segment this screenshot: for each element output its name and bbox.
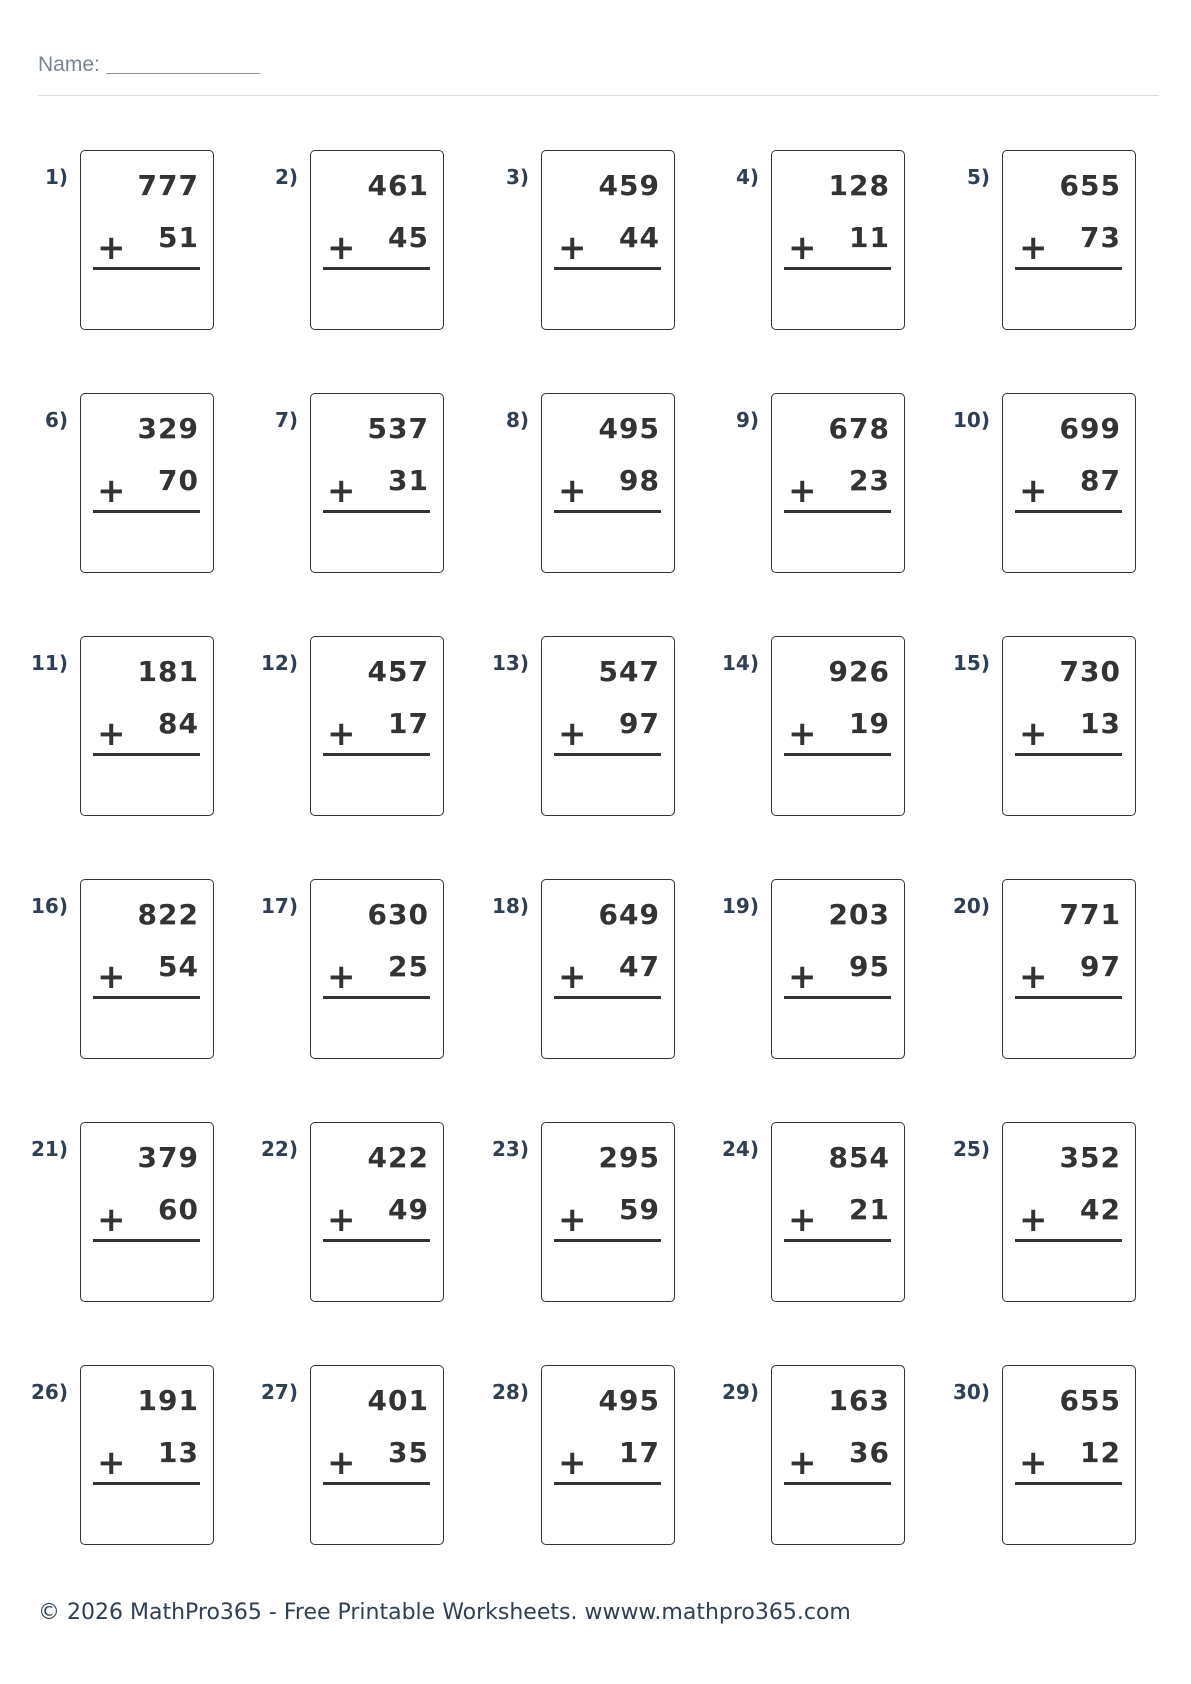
addend-bottom: 35 (388, 1436, 429, 1469)
problem-card[interactable] (310, 1365, 444, 1545)
addend-top: 329 (137, 412, 199, 445)
problem-number: 24) (722, 1137, 759, 1161)
addend-bottom: 13 (158, 1436, 199, 1469)
problem-card[interactable] (541, 393, 675, 573)
problem-item (230, 1365, 430, 1555)
addend-bottom: 87 (1080, 464, 1121, 497)
plus-sign: + (788, 1200, 817, 1240)
problem-number: 15) (953, 651, 990, 675)
problem-item (461, 1122, 661, 1312)
addend-top: 495 (598, 1384, 660, 1417)
addend-top: 163 (828, 1384, 890, 1417)
problem-card[interactable] (80, 150, 214, 330)
addend-bottom: 95 (849, 950, 890, 983)
addend-bottom: 73 (1080, 221, 1121, 254)
problem-card[interactable] (1002, 636, 1136, 816)
problem-number: 11) (31, 651, 68, 675)
answer-line (1015, 267, 1122, 270)
problem-item (461, 150, 661, 340)
addend-bottom: 17 (619, 1436, 660, 1469)
addend-bottom: 12 (1080, 1436, 1121, 1469)
answer-line (323, 753, 430, 756)
plus-sign: + (327, 714, 356, 754)
problem-card[interactable] (80, 1365, 214, 1545)
answer-line (554, 510, 661, 513)
problem-number: 30) (953, 1380, 990, 1404)
plus-sign: + (1019, 957, 1048, 997)
answer-line (554, 1482, 661, 1485)
problem-item (922, 1365, 1122, 1555)
problem-card[interactable] (310, 393, 444, 573)
plus-sign: + (97, 1443, 126, 1483)
addend-bottom: 70 (158, 464, 199, 497)
problem-card[interactable] (541, 1365, 675, 1545)
addend-bottom: 49 (388, 1193, 429, 1226)
problem-card[interactable] (80, 1122, 214, 1302)
answer-line (1015, 996, 1122, 999)
problem-item (691, 1122, 891, 1312)
problem-item (0, 636, 200, 826)
problem-card[interactable] (1002, 1122, 1136, 1302)
problem-item (461, 393, 661, 583)
problem-card[interactable] (771, 636, 905, 816)
answer-line (323, 996, 430, 999)
addend-bottom: 98 (619, 464, 660, 497)
answer-line (1015, 1482, 1122, 1485)
problem-number: 5) (966, 165, 990, 189)
answer-line (1015, 753, 1122, 756)
answer-line (93, 1239, 200, 1242)
addend-bottom: 13 (1080, 707, 1121, 740)
plus-sign: + (788, 957, 817, 997)
problem-item (691, 879, 891, 1069)
addend-top: 649 (598, 898, 660, 931)
problem-card[interactable] (771, 393, 905, 573)
problem-number: 7) (274, 408, 298, 432)
problem-item (461, 1365, 661, 1555)
problem-card[interactable] (771, 150, 905, 330)
answer-line (1015, 510, 1122, 513)
problem-item (691, 393, 891, 583)
addend-top: 191 (137, 1384, 199, 1417)
header-divider (38, 95, 1159, 96)
problem-number: 17) (261, 894, 298, 918)
answer-line (1015, 1239, 1122, 1242)
addend-bottom: 84 (158, 707, 199, 740)
plus-sign: + (97, 1200, 126, 1240)
problem-number: 22) (261, 1137, 298, 1161)
addend-bottom: 59 (619, 1193, 660, 1226)
addend-bottom: 45 (388, 221, 429, 254)
problem-card[interactable] (80, 879, 214, 1059)
addend-top: 777 (137, 169, 199, 202)
problem-item (691, 150, 891, 340)
answer-line (323, 1239, 430, 1242)
problem-card[interactable] (1002, 879, 1136, 1059)
problem-item (0, 879, 200, 1069)
problem-card[interactable] (771, 1122, 905, 1302)
problem-item (0, 1365, 200, 1555)
plus-sign: + (558, 228, 587, 268)
answer-line (784, 267, 891, 270)
problem-number: 23) (492, 1137, 529, 1161)
problem-number: 12) (261, 651, 298, 675)
addend-top: 181 (137, 655, 199, 688)
addend-bottom: 54 (158, 950, 199, 983)
plus-sign: + (788, 1443, 817, 1483)
addend-top: 379 (137, 1141, 199, 1174)
problem-card[interactable] (1002, 1365, 1136, 1545)
problem-card[interactable] (310, 879, 444, 1059)
problem-card[interactable] (541, 879, 675, 1059)
addend-top: 926 (828, 655, 890, 688)
problem-card[interactable] (1002, 150, 1136, 330)
addend-bottom: 19 (849, 707, 890, 740)
problem-number: 4) (735, 165, 759, 189)
problem-item (691, 1365, 891, 1555)
problem-number: 29) (722, 1380, 759, 1404)
plus-sign: + (327, 471, 356, 511)
plus-sign: + (1019, 1443, 1048, 1483)
plus-sign: + (327, 228, 356, 268)
addend-bottom: 47 (619, 950, 660, 983)
answer-line (554, 1239, 661, 1242)
addend-bottom: 42 (1080, 1193, 1121, 1226)
plus-sign: + (1019, 228, 1048, 268)
problem-item (230, 393, 430, 583)
addend-top: 822 (137, 898, 199, 931)
answer-line (323, 267, 430, 270)
problem-number: 28) (492, 1380, 529, 1404)
answer-line (93, 1482, 200, 1485)
problem-number: 1) (44, 165, 68, 189)
problem-number: 8) (505, 408, 529, 432)
addend-top: 854 (828, 1141, 890, 1174)
addend-bottom: 97 (1080, 950, 1121, 983)
plus-sign: + (788, 471, 817, 511)
plus-sign: + (558, 1200, 587, 1240)
problem-item (461, 636, 661, 826)
problem-card[interactable] (310, 150, 444, 330)
plus-sign: + (558, 957, 587, 997)
answer-line (323, 1482, 430, 1485)
addend-top: 295 (598, 1141, 660, 1174)
problem-number: 10) (953, 408, 990, 432)
problem-number: 3) (505, 165, 529, 189)
problem-number: 26) (31, 1380, 68, 1404)
addend-top: 771 (1059, 898, 1121, 931)
addend-bottom: 17 (388, 707, 429, 740)
answer-line (784, 1239, 891, 1242)
problem-number: 21) (31, 1137, 68, 1161)
addend-bottom: 23 (849, 464, 890, 497)
addend-top: 495 (598, 412, 660, 445)
problem-card[interactable] (1002, 393, 1136, 573)
problem-item (922, 150, 1122, 340)
footer-copyright: © 2026 MathPro365 - Free Printable Worksheets. wwww.mathpro365.com (38, 1600, 851, 1625)
problem-card[interactable] (771, 1365, 905, 1545)
answer-line (784, 753, 891, 756)
problem-card[interactable] (541, 150, 675, 330)
plus-sign: + (327, 1443, 356, 1483)
problem-number: 27) (261, 1380, 298, 1404)
addend-top: 401 (367, 1384, 429, 1417)
problem-card[interactable] (310, 1122, 444, 1302)
plus-sign: + (327, 1200, 356, 1240)
addend-bottom: 31 (388, 464, 429, 497)
plus-sign: + (788, 714, 817, 754)
problem-item (0, 393, 200, 583)
answer-line (784, 996, 891, 999)
problem-item (922, 879, 1122, 1069)
problem-number: 20) (953, 894, 990, 918)
problem-number: 18) (492, 894, 529, 918)
addend-bottom: 21 (849, 1193, 890, 1226)
problem-number: 19) (722, 894, 759, 918)
problem-item (922, 393, 1122, 583)
answer-line (784, 1482, 891, 1485)
addend-bottom: 97 (619, 707, 660, 740)
addend-top: 547 (598, 655, 660, 688)
name-label: Name: (38, 53, 100, 76)
plus-sign: + (1019, 1200, 1048, 1240)
addend-top: 203 (828, 898, 890, 931)
problem-number: 16) (31, 894, 68, 918)
addend-top: 461 (367, 169, 429, 202)
problem-item (922, 1122, 1122, 1312)
addend-top: 537 (367, 412, 429, 445)
problem-number: 2) (274, 165, 298, 189)
problem-item (230, 150, 430, 340)
addend-top: 678 (828, 412, 890, 445)
plus-sign: + (97, 228, 126, 268)
addend-top: 730 (1059, 655, 1121, 688)
problem-item (0, 1122, 200, 1312)
problem-number: 13) (492, 651, 529, 675)
problem-card[interactable] (771, 879, 905, 1059)
problem-item (230, 1122, 430, 1312)
addend-top: 655 (1059, 1384, 1121, 1417)
plus-sign: + (788, 228, 817, 268)
plus-sign: + (558, 714, 587, 754)
addend-top: 422 (367, 1141, 429, 1174)
problem-item (691, 636, 891, 826)
addend-bottom: 36 (849, 1436, 890, 1469)
plus-sign: + (1019, 471, 1048, 511)
addend-bottom: 11 (849, 221, 890, 254)
name-field (38, 50, 260, 80)
problem-item (0, 150, 200, 340)
addend-bottom: 44 (619, 221, 660, 254)
problem-card[interactable] (541, 1122, 675, 1302)
problem-item (230, 636, 430, 826)
answer-line (784, 510, 891, 513)
answer-line (554, 753, 661, 756)
plus-sign: + (558, 471, 587, 511)
problem-card[interactable] (80, 393, 214, 573)
answer-line (93, 267, 200, 270)
addend-top: 457 (367, 655, 429, 688)
plus-sign: + (1019, 714, 1048, 754)
problem-number: 25) (953, 1137, 990, 1161)
answer-line (93, 753, 200, 756)
problem-card[interactable] (80, 636, 214, 816)
plus-sign: + (327, 957, 356, 997)
problem-number: 6) (44, 408, 68, 432)
answer-line (323, 510, 430, 513)
addend-top: 699 (1059, 412, 1121, 445)
answer-line (93, 510, 200, 513)
addend-top: 655 (1059, 169, 1121, 202)
problem-number: 9) (735, 408, 759, 432)
problem-item (230, 879, 430, 1069)
plus-sign: + (97, 714, 126, 754)
problem-item (922, 636, 1122, 826)
problem-card[interactable] (310, 636, 444, 816)
addend-bottom: 51 (158, 221, 199, 254)
addend-top: 352 (1059, 1141, 1121, 1174)
answer-line (93, 996, 200, 999)
problem-number: 14) (722, 651, 759, 675)
problem-item (461, 879, 661, 1069)
plus-sign: + (97, 957, 126, 997)
addend-top: 630 (367, 898, 429, 931)
answer-line (554, 996, 661, 999)
answer-line (554, 267, 661, 270)
addend-bottom: 60 (158, 1193, 199, 1226)
problem-card[interactable] (541, 636, 675, 816)
name-blank-line[interactable] (106, 51, 260, 74)
plus-sign: + (558, 1443, 587, 1483)
addend-bottom: 25 (388, 950, 429, 983)
plus-sign: + (97, 471, 126, 511)
addend-top: 459 (598, 169, 660, 202)
addend-top: 128 (828, 169, 890, 202)
